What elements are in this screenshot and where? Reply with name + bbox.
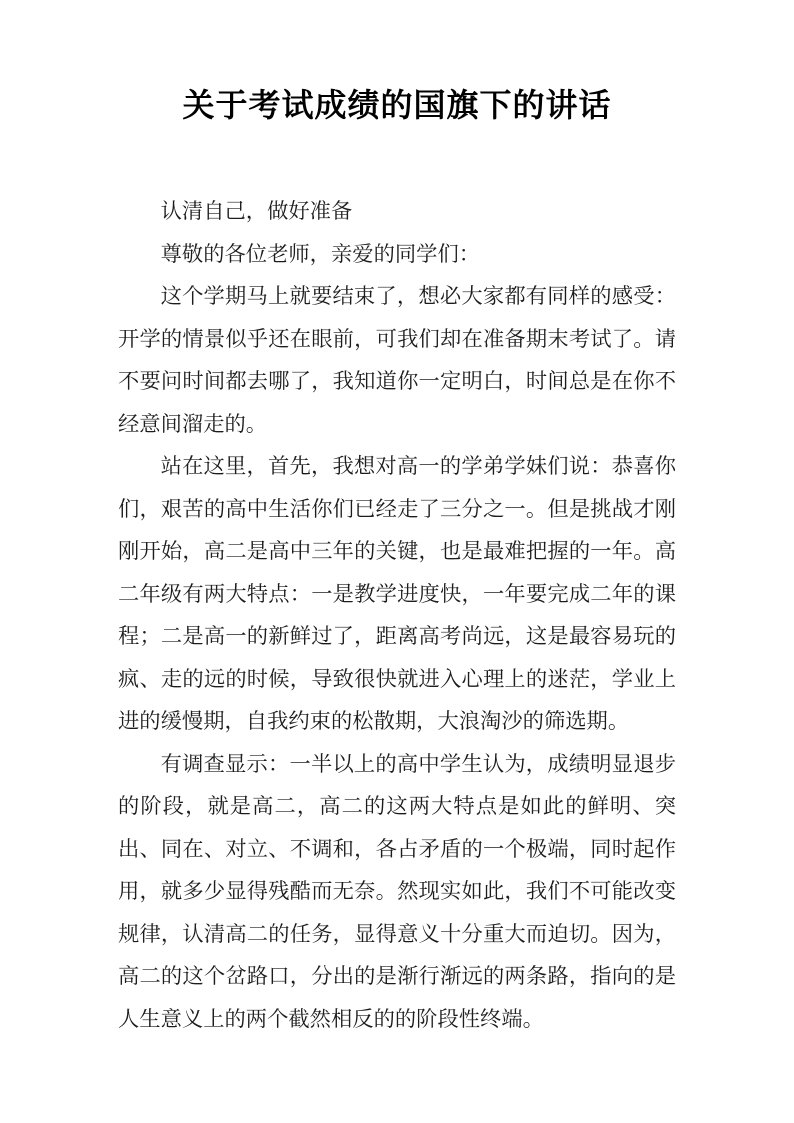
- document-body: [118, 190, 676, 1040]
- paragraph: 认清自己，做好准备: [160, 199, 353, 223]
- paragraph: 这个学期马上就要结束了，想必大家都有同样的感受：开学的情景似乎还在眼前，可我们却在准备期末考试了。请不要问时间都去哪了，我知道你一定明白，时间总是在你不经意间溜走的。: [118, 284, 676, 436]
- paragraph: 站在这里，首先，我想对高一的学弟学妹们说：恭喜你们，艰苦的高中生活你们已经走了三分之一。但是挑战才刚刚开始，高二是高中三年的关键，也是最难把握的一年。高二年级有两大特点：一是教学进度快，一年要完成二年的课程；二是高一的新鲜过了，距离高考尚远，这是最容易玩的疯、走的远的时候，导致很快就进入心理上的迷茫，学业上进的缓慢期，自我约束的松散期，大浪淘沙的筛选期。: [118, 454, 676, 733]
- paragraph: 尊敬的各位老师，亲爱的同学们：: [160, 241, 481, 266]
- paragraph: 有调查显示：一半以上的高中学生认为，成绩明显退步的阶段，就是高二，高二的这两大特点是如此的鲜明、突出、同在、对立、不调和，各占矛盾的一个极端，同时起作用，就多少显得残酷而无奈。然现实如此，我们不可能改变规律，认清高二的任务，显得意义十分重大而迫切。因为，高二的这个岔路口，分出的是渐行渐远的两条路，指向的是人生意义上的两个截然相反的的阶段性终端。: [118, 751, 676, 1031]
- document-title: 关于考试成绩的国旗下的讲话: [182, 87, 612, 123]
